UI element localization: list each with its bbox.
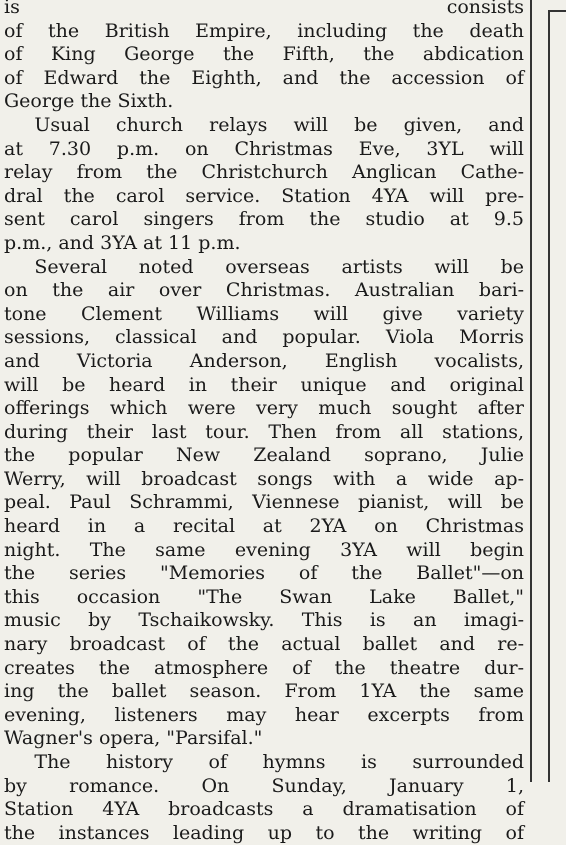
article-line: The history of hymns is surrounded xyxy=(34,751,524,773)
article-line: heard in a recital at 2YA on Christmas xyxy=(4,515,524,538)
article-line: this occasion "The Swan Lake Ballet," xyxy=(4,585,524,608)
article-line: offerings which were very much sought after xyxy=(4,397,524,420)
article-line: of Edward the Eighth, and the accession of xyxy=(4,66,524,89)
article-line: of the British Empire, including the death xyxy=(4,19,524,42)
article-column xyxy=(4,0,524,845)
adjacent-column-edge xyxy=(548,10,566,782)
article-line: during their last tour. Then from all stations, xyxy=(4,420,524,443)
article-line: at 7.30 p.m. on Christmas Eve, 3YL will xyxy=(4,137,524,160)
article-line: on the air over Christmas. Australian bari- xyxy=(4,279,524,302)
article-line: nary broadcast of the actual ballet and re- xyxy=(4,633,524,656)
article-line: by romance. On Sunday, January 1, xyxy=(4,774,524,797)
article-line: of King George the Fifth, the abdication xyxy=(4,43,524,66)
article-line: George the Sixth. xyxy=(4,90,174,113)
article-line: p.m., and 3YA at 11 p.m. xyxy=(4,231,241,254)
article-line: creates the atmosphere of the theatre dur- xyxy=(4,656,524,679)
article-line: relay from the Christchurch Anglican Cathe- xyxy=(4,161,524,184)
article-line: will be heard in their unique and original xyxy=(4,373,524,396)
article-line: is consists xyxy=(4,0,524,18)
article-line: Wagner's opera, "Parsifal." xyxy=(4,727,263,750)
article-line: sessions, classical and popular. Viola Morris xyxy=(4,326,524,349)
article-line: Station 4YA broadcasts a dramatisation of xyxy=(4,798,524,821)
article-line: Several noted overseas artists will be xyxy=(34,255,524,278)
article-line: Werry, will broadcast songs with a wide ap- xyxy=(4,467,524,490)
article-line: the instances leading up to the writing of xyxy=(4,821,524,844)
article-line: night. The same evening 3YA will begin xyxy=(4,538,524,561)
article-line: the series "Memories of the Ballet"—on xyxy=(4,562,524,585)
article-line: and Victoria Anderson, English vocalists, xyxy=(4,349,524,372)
article-line: dral the carol service. Station 4YA will pre- xyxy=(4,184,524,207)
article-line: peal. Paul Schrammi, Viennese pianist, will be xyxy=(4,491,524,514)
article-line: ing the ballet season. From 1YA the same xyxy=(4,680,524,703)
article-line: Usual church relays will be given, and xyxy=(34,113,524,136)
article-line: evening, listeners may hear excerpts from xyxy=(4,703,524,726)
article-line: the popular New Zealand soprano, Julie xyxy=(4,444,524,467)
column-rule xyxy=(530,0,532,782)
article-line: music by Tschaikowsky. This is an imagi- xyxy=(4,609,524,632)
article-line: tone Clement Williams will give variety xyxy=(4,302,524,325)
article-line: sent carol singers from the studio at 9.5 xyxy=(4,208,524,231)
